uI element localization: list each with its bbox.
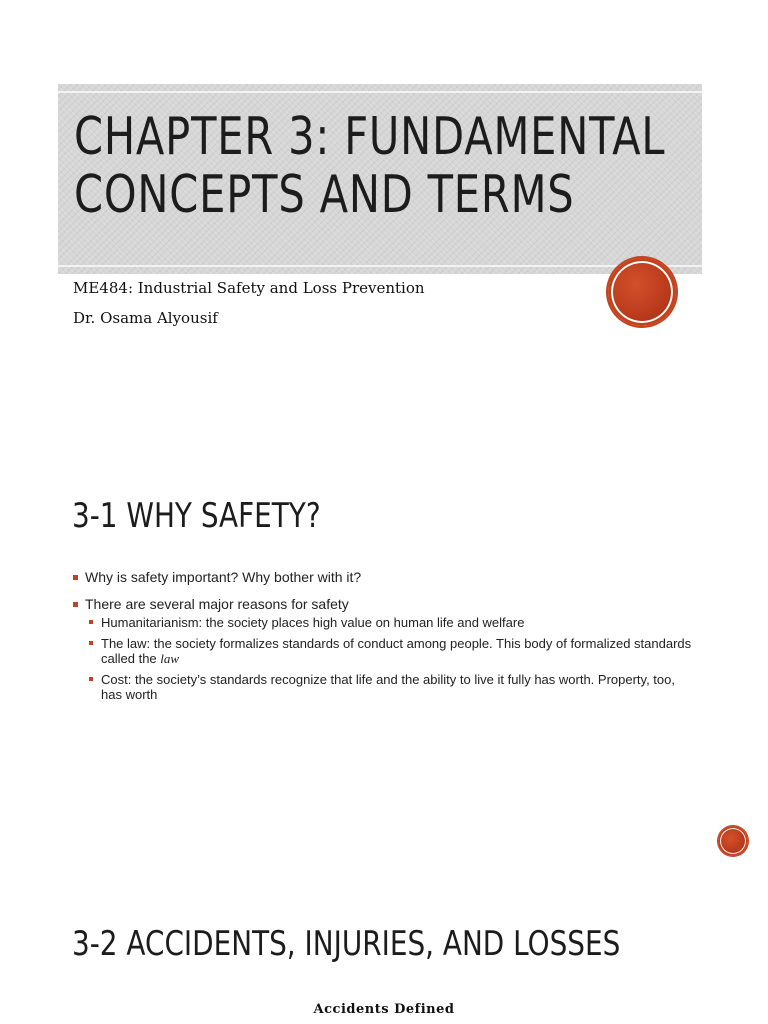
decorative-circle-icon [608, 258, 676, 326]
bullet-text: Why is safety important? Why bother with it? [85, 569, 362, 585]
chapter-title [74, 107, 666, 225]
bullet-item [72, 569, 692, 586]
title-banner [58, 84, 702, 274]
section-heading-accidents: 3-2 ACCIDENTS, INJURIES, AND LOSSES [72, 924, 621, 964]
sub-bullet-text: The law: the society formalizes standards of conduct among people. This body of formalized standards called the [101, 635, 692, 666]
banner-bottom-rule [58, 265, 702, 267]
bullet-item [72, 596, 692, 703]
bullet-list [72, 569, 692, 713]
author-name: Dr. Osama Alyousif [73, 309, 218, 327]
sub-bullet-text: Humanitarianism: the society places high value on human life and welfare [101, 615, 525, 630]
sub-bullet-italic-term: law [160, 651, 180, 666]
sub-bullet-item [85, 615, 692, 631]
decorative-circle-icon [718, 826, 748, 856]
sub-bullet-text: Cost: the society’s standards recognize that life and the ability to live it fully has worth. Property, too, has worth [101, 671, 675, 702]
chapter-title-line-2: CONCEPTS AND TERMS [74, 165, 575, 225]
bullet-text: There are several major reasons for safety [85, 596, 349, 612]
chapter-title-line-1: CHAPTER 3: FUNDAMENTAL [74, 107, 666, 167]
section-heading-why-safety: 3-1 WHY SAFETY? [72, 496, 321, 536]
sub-bullet-item [85, 636, 692, 667]
banner-top-rule [58, 91, 702, 93]
course-name: ME484: Industrial Safety and Loss Prevention [73, 279, 425, 297]
accidents-defined-heading: Accidents Defined [313, 1002, 455, 1017]
sub-bullet-list [85, 615, 692, 703]
sub-bullet-item [85, 672, 692, 703]
